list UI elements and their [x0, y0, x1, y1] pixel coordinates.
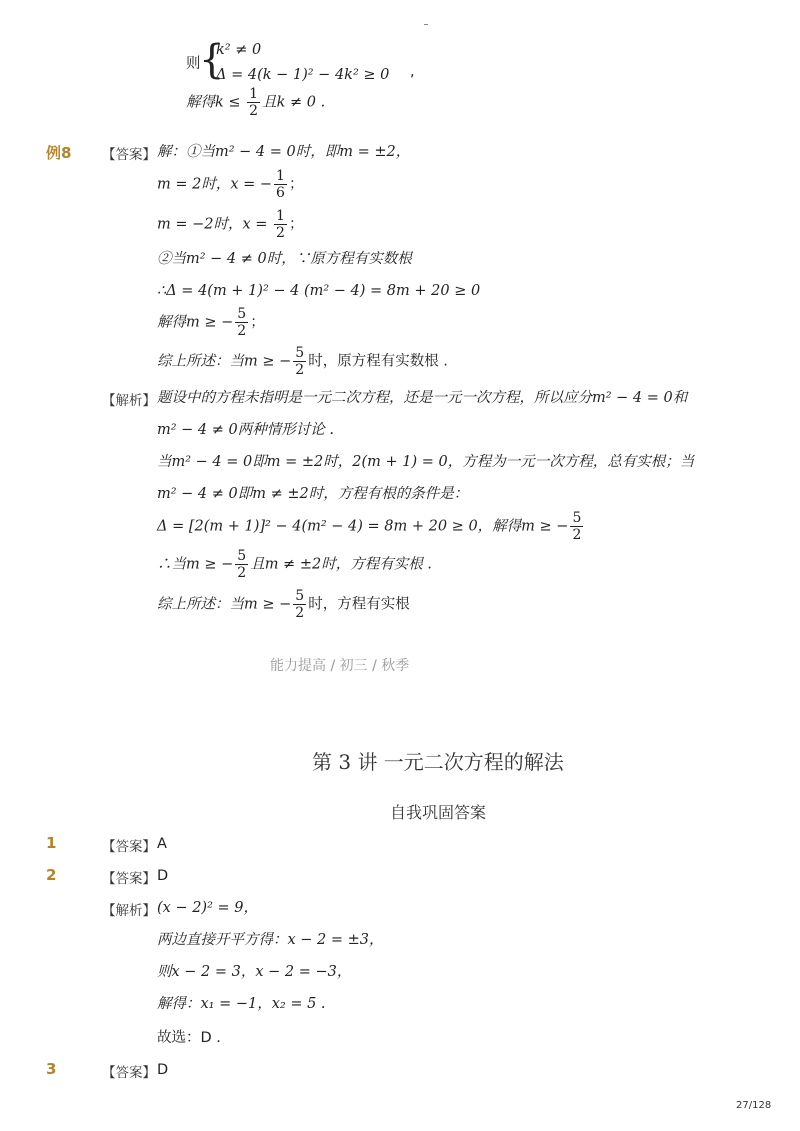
question-2-line-2: 两边直接开平方得：x − 2 = ±3，	[157, 932, 384, 948]
system-brace: {	[199, 37, 225, 83]
fraction-numerator: 5	[572, 510, 582, 526]
question-2-line-3: 则x − 2 = 3，x − 2 = −3，	[157, 964, 352, 980]
analysis-line-5-fraction	[570, 510, 583, 543]
system-prefix-text: 则	[186, 56, 201, 72]
section-title: 自我巩固答案	[390, 803, 487, 822]
line-6-fraction	[235, 306, 248, 339]
line-2-fraction	[274, 168, 287, 201]
fraction-numerator: 5	[237, 306, 247, 322]
question-1-answer-tag: 【答案】	[102, 839, 156, 855]
fraction-numerator: 5	[295, 588, 305, 604]
line-3-prefix: m = −2时，x =	[157, 216, 273, 233]
question-2-line-5: 故选：D .	[157, 1030, 221, 1046]
fraction-numerator: 5	[295, 345, 305, 361]
fraction-denominator: 2	[295, 605, 305, 621]
analysis-line-6-suffix: 且m ≠ ±2时，方程有实根 .	[250, 556, 432, 573]
course-footer: 能力提高 / 初三 / 秋季	[270, 658, 410, 674]
fraction-numerator: 5	[237, 548, 247, 564]
example-8-line-6	[157, 306, 265, 339]
question-1-answer: A	[157, 836, 167, 852]
question-1-number: 1	[46, 834, 57, 852]
example-8-marker: 例8	[46, 144, 72, 162]
analysis-line-5-prefix: Δ = [2(m + 1)]² − 4(m² − 4) = 8m + 20 ≥ 0，解得m ≥ −	[157, 518, 569, 535]
analysis-line-2: m² − 4 ≠ 0两种情形讨论 .	[157, 422, 334, 438]
top-result-suffix: 且k ≠ 0 .	[262, 94, 326, 111]
analysis-line-7-fraction	[293, 588, 306, 621]
analysis-line-6-fraction	[235, 548, 248, 581]
fraction-denominator: 2	[249, 103, 259, 119]
top-dash-mark	[424, 24, 428, 25]
fraction-denominator: 2	[295, 362, 305, 378]
analysis-line-7-suffix: 时，方程有实根	[308, 596, 410, 613]
analysis-line-1: 题设中的方程未指明是一元二次方程，还是一元一次方程，所以应分m² − 4 = 0和	[157, 390, 688, 406]
line-7-prefix: 综上所述：当m ≥ −	[157, 353, 292, 370]
line-3-suffix: ；	[288, 216, 304, 233]
line-2-suffix: ；	[288, 176, 304, 193]
fraction-denominator: 2	[572, 527, 582, 543]
question-2-line-1: (x − 2)² = 9，	[157, 900, 258, 916]
analysis-line-7	[157, 588, 410, 621]
example-8-analysis-tag: 【解析】	[102, 393, 156, 409]
line-7-fraction	[293, 345, 306, 378]
question-2-number: 2	[46, 866, 57, 884]
line-6-suffix: ；	[250, 314, 265, 331]
question-3-answer-tag: 【答案】	[102, 1065, 156, 1081]
example-8-line-3	[157, 208, 303, 241]
fraction-numerator: 1	[276, 168, 285, 184]
fraction-denominator: 6	[276, 185, 285, 201]
question-2-analysis-tag: 【解析】	[102, 903, 156, 919]
line-3-fraction	[274, 208, 287, 241]
question-2-line-4: 解得：x₁ = −1，x₂ = 5 .	[157, 996, 326, 1012]
top-result-prefix: 解得k ≤	[186, 94, 246, 111]
system-suffix: ,	[410, 64, 415, 80]
example-8-answer-tag: 【答案】	[102, 147, 156, 163]
analysis-line-3: 当m² − 4 = 0即m = ±2时，2(m + 1) = 0，方程为一元一次方程，总有实根；当	[157, 454, 695, 470]
analysis-line-5	[157, 510, 585, 543]
question-3-number: 3	[46, 1060, 57, 1078]
example-8-line-2	[157, 168, 303, 201]
example-8-line-4: ②当m² − 4 ≠ 0时，∵原方程有实数根	[157, 251, 412, 267]
top-result	[186, 86, 325, 119]
question-2-answer: D	[157, 868, 169, 884]
fraction-denominator: 2	[237, 565, 247, 581]
fraction-denominator: 2	[237, 323, 247, 339]
analysis-line-6-prefix: ∴当m ≥ −	[157, 556, 234, 573]
example-8-line-5: ∴Δ = 4(m + 1)² − 4 (m² − 4) = 8m + 20 ≥ 0	[157, 283, 481, 299]
line-6-prefix: 解得m ≥ −	[157, 314, 234, 331]
analysis-line-7-prefix: 综上所述：当m ≥ −	[157, 596, 292, 613]
top-result-fraction	[247, 86, 260, 119]
line-2-prefix: m = 2时，x = −	[157, 176, 273, 193]
question-2-answer-tag: 【答案】	[102, 871, 156, 887]
question-3-answer: D	[157, 1062, 169, 1078]
analysis-line-6	[157, 548, 432, 581]
fraction-numerator: 1	[249, 86, 259, 102]
example-8-line-7	[157, 345, 448, 378]
fraction-numerator: 1	[276, 208, 285, 224]
line-7-suffix: 时，原方程有实数根 .	[308, 353, 448, 370]
system-row-2: Δ = 4(k − 1)² − 4k² ≥ 0	[216, 67, 390, 83]
example-8-line-1: 解：①当m² − 4 = 0时，即m = ±2，	[157, 144, 411, 160]
system-row-1: k² ≠ 0	[216, 42, 262, 58]
chapter-title: 第 3 讲 一元二次方程的解法	[312, 750, 564, 774]
page-number: 27/128	[736, 1100, 772, 1111]
fraction-denominator: 2	[276, 225, 285, 241]
analysis-line-4: m² − 4 ≠ 0即m ≠ ±2时，方程有根的条件是：	[157, 486, 469, 502]
